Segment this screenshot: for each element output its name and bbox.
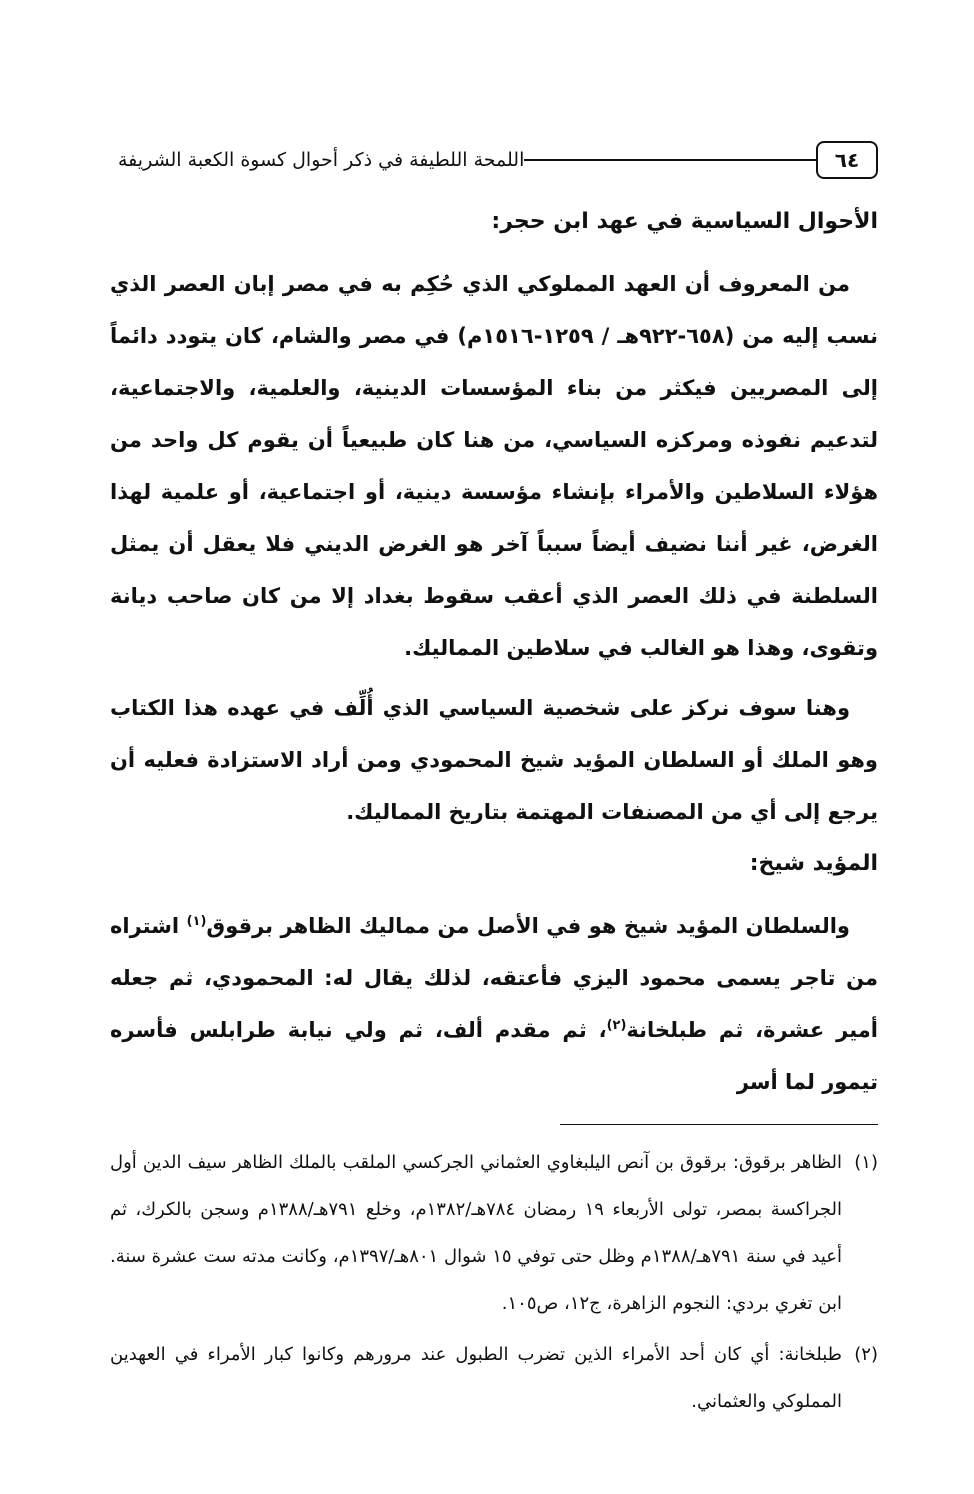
footnote-1-text: الظاهر برقوق: برقوق بن آنص اليلبغاوي العثماني الجركسي الملقب بالملك الظاهر سيف الدين أول الجراكسة بمصر، تولى الأربعاء ١٩ رمضان ٧٨٤هـ/١٣٨٢م، وخلع ٧٩١هـ/١٣٨٨م وسجن بالكرك، ثم أعيد في سنة ٧٩١هـ/١٣٨٨م وظل حتى توفي ١٥ شوال ٨٠١هـ/١٣٩٧م، وكانت مدته ست عشرة سنة. ابن تغري بردي: النجوم الزاهرة، ج١٢، ص١٠٥. (110, 1152, 843, 1314)
bio-text-part-1: والسلطان المؤيد شيخ هو في الأصل من مماليك الظاهر برقوق (206, 914, 850, 938)
footnote-2-text: طبلخانة: أي كان أحد الأمراء الذين تضرب الطبول عند مرورهم وكانوا كبار الأمراء في العهدين المملوكي والعثماني. (110, 1344, 842, 1412)
header-rule (524, 159, 816, 161)
footnote-ref-2[interactable]: (٢) (606, 1018, 627, 1033)
footnote-ref-1[interactable]: (١) (186, 914, 207, 929)
page-number-box: ٦٤ (816, 141, 878, 179)
section-heading-political-conditions: الأحوال السياسية في عهد ابن حجر: (491, 209, 878, 234)
footnote-2-number: (٢) (854, 1344, 878, 1365)
footnote-separator (560, 1124, 878, 1125)
running-header (110, 138, 878, 182)
paragraph-sultan-focus: وهنا سوف نركز على شخصية السياسي الذي أُلِّف في عهده هذا الكتاب وهو الملك أو السلطان المؤيد شيخ المحمودي ومن أراد الاستزادة فعليه أن يرجع إلى أي من المصنفات المهتمة بتاريخ المماليك. (110, 696, 878, 824)
footnote-1 (110, 1139, 878, 1327)
footnote-1-number: (١) (854, 1152, 878, 1173)
paragraph-al-muayyad-bio (110, 900, 878, 1108)
bio-text-part-2: اشتراه من تاجر يسمى محمود اليزي فأعتقه، لذلك يقال له: المحمودي، ثم جعله أمير عشرة، ثم طبلخانة (110, 914, 878, 1042)
footnote-2 (110, 1331, 878, 1425)
section-heading-al-muayyad-shaykh: المؤيد شيخ: (749, 851, 878, 876)
paragraph-mamluk-era: من المعروف أن العهد المملوكي الذي حُكِم به في مصر إبان العصر الذي نسب إليه من (٦٥٨-٩٢٢هـ / ١٢٥٩-١٥١٦م) في مصر والشام، كان يتودد دائماً إلى المصريين فيكثر من بناء المؤسسات الدينية، والعلمية، والاجتماعية، لتدعيم نفوذه ومركزه السياسي، من هنا كان طبيعياً أن يقوم كل واحد من هؤلاء السلاطين والأمراء بإنشاء مؤسسة دينية، أو اجتماعية، أو علمية لهذا الغرض، غير أننا نضيف أيضاً سبباً آخر هو الغرض الديني فلا يعقل أن يمثل السلطنة في ذلك العصر الذي أعقب سقوط بغداد إلا من كان صاحب ديانة وتقوى، وهذا هو الغالب في سلاطين المماليك. (110, 272, 878, 660)
bio-text-part-3: ، ثم مقدم ألف، ثم ولي نيابة طرابلس فأسره تيمور لما أسر (110, 1018, 878, 1094)
book-page (110, 138, 878, 1429)
running-header-title: اللمحة اللطيفة في ذكر أحوال كسوة الكعبة الشريفة (118, 149, 525, 171)
